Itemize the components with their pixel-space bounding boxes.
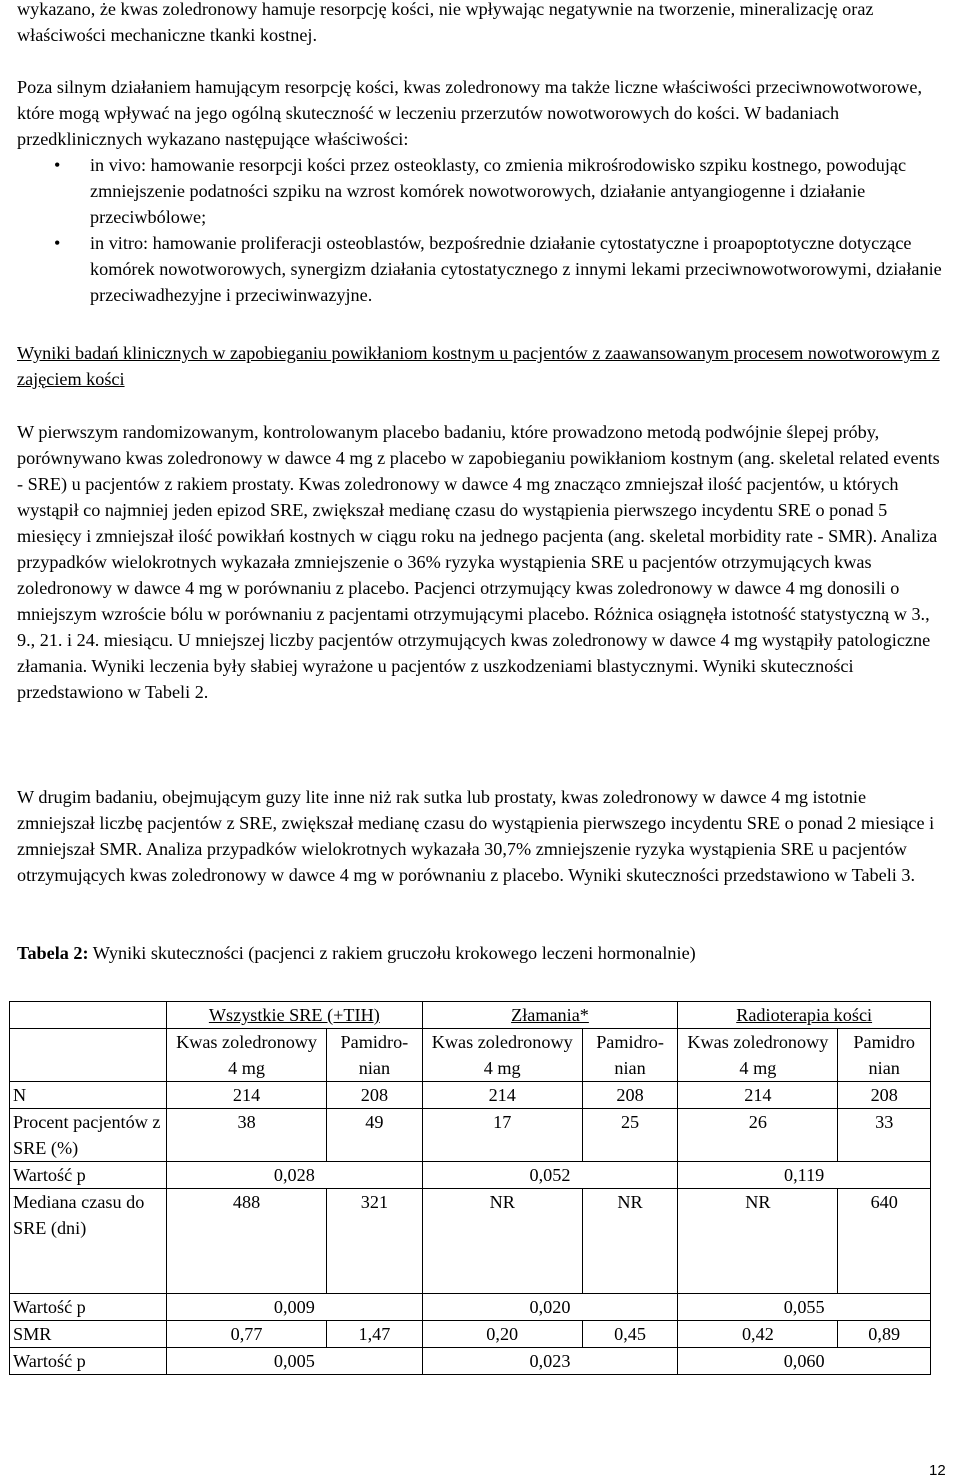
table-cell: NR bbox=[678, 1189, 838, 1294]
table-caption-text: Wyniki skuteczności (pacjenci z rakiem gruczołu krokowego leczeni hormonalnie) bbox=[88, 943, 696, 963]
table-cell: 17 bbox=[422, 1109, 582, 1162]
table-cell: 0,020 bbox=[422, 1294, 678, 1321]
table-cell: 0,77 bbox=[167, 1321, 327, 1348]
bullet-icon: • bbox=[54, 155, 61, 175]
table-cell: 49 bbox=[327, 1109, 423, 1162]
table-cell: 214 bbox=[422, 1082, 582, 1109]
table-row bbox=[10, 1189, 931, 1294]
table-cell: 208 bbox=[582, 1082, 678, 1109]
table-cell: 33 bbox=[838, 1109, 931, 1162]
table-cell bbox=[10, 1029, 167, 1082]
results-table bbox=[9, 1001, 931, 1375]
table-cell bbox=[10, 1002, 167, 1029]
list-item-text: in vivo: hamowanie resorpcji kości przez osteoklasty, co zmienia mikrośrodowisko szpiku kostnego, powodując zmniejszenie podatności szpiku na wzrost komórek nowotworowych, działanie antyangiogenne i działanie przeciwbólowe; bbox=[90, 155, 907, 227]
column-header: Pamidro nian bbox=[838, 1029, 931, 1082]
row-label: Procent pacjentów z SRE (%) bbox=[10, 1109, 167, 1162]
table-row bbox=[10, 1002, 931, 1029]
table-cell: 25 bbox=[582, 1109, 678, 1162]
properties-paragraph: Poza silnym działaniem hamującym resorpcję kości, kwas zoledronowy ma także liczne właściwości przeciwnowotworowe, które mogą wpływać na jego ogólną skuteczność w leczeniu przerzutów nowotworowych do kości. W badaniach przedklinicznych wykazano następujące właściwości: bbox=[17, 77, 923, 149]
second-study-paragraph: W drugim badaniu, obejmującym guzy lite inne niż rak sutka lub prostaty, kwas zoledronowy w dawce 4 mg istotnie zmniejszał liczbę pacjentów z SRE, zwiększał medianę czasu do wystąpienia pierwszego incydentu SRE o ponad 2 miesiące i zmniejszał SMR. Analiza przypadków wielokrotnych wykazała 30,7% zmniejszenie ryzyka wystąpienia SRE u pacjentów otrzymujących kwas zoledronowy w dawce 4 mg w porównaniu z placebo. Wyniki skuteczności przedstawiono w Tabeli 3. bbox=[17, 787, 935, 885]
section-heading: Wyniki badań klinicznych w zapobieganiu powikłaniom kostnym u pacjentów z zaawansowanym procesem nowotworowym z zajęciem kości bbox=[17, 343, 940, 389]
table-cell: 321 bbox=[327, 1189, 423, 1294]
table-cell: 488 bbox=[167, 1189, 327, 1294]
table-caption bbox=[17, 940, 947, 966]
bullet-icon: • bbox=[54, 233, 61, 253]
row-label: Wartość p bbox=[10, 1348, 167, 1375]
column-group-header: Radioterapia kości bbox=[678, 1002, 931, 1029]
row-label: Wartość p bbox=[10, 1294, 167, 1321]
row-label: Mediana czasu do SRE (dni) bbox=[10, 1189, 167, 1294]
table-cell: 0,060 bbox=[678, 1348, 931, 1375]
table-cell: 640 bbox=[838, 1189, 931, 1294]
table-cell: 0,42 bbox=[678, 1321, 838, 1348]
column-group-header: Złamania* bbox=[422, 1002, 678, 1029]
table-cell: 208 bbox=[838, 1082, 931, 1109]
table-row bbox=[10, 1294, 931, 1321]
table-cell: 0,45 bbox=[582, 1321, 678, 1348]
table-cell: 0,005 bbox=[167, 1348, 423, 1375]
table-cell: 0,055 bbox=[678, 1294, 931, 1321]
table-row bbox=[10, 1348, 931, 1375]
list-item bbox=[17, 152, 947, 230]
intro-paragraph: wykazano, że kwas zoledronowy hamuje resorpcję kości, nie wpływając negatywnie na tworzenie, mineralizację oraz właściwości mechaniczne tkanki kostnej. bbox=[17, 0, 874, 45]
row-label: Wartość p bbox=[10, 1162, 167, 1189]
table-cell: 26 bbox=[678, 1109, 838, 1162]
table-row bbox=[10, 1162, 931, 1189]
table-cell: 214 bbox=[167, 1082, 327, 1109]
properties-list bbox=[17, 152, 947, 308]
column-header: Pamidro-nian bbox=[327, 1029, 423, 1082]
table-row bbox=[10, 1082, 931, 1109]
table-cell: NR bbox=[582, 1189, 678, 1294]
table-row bbox=[10, 1029, 931, 1082]
list-item bbox=[17, 230, 947, 308]
properties-section bbox=[17, 74, 947, 308]
first-study-paragraph: W pierwszym randomizowanym, kontrolowanym placebo badaniu, które prowadzono metodą podwójnie ślepej próby, porównywano kwas zoledronowy w dawce 4 mg z placebo w zapobieganiu powikłaniom kostnym (ang. skeletal related events - SRE) u pacjentów z rakiem prostaty. Kwas zoledronowy w dawce 4 mg znacząco zmniejszał ilość pacjentów, u których wystąpił co najmniej jeden epizod SRE, zwiększał medianę czasu do wystąpienia pierwszego incydentu SRE o ponad 5 miesięcy i zmniejszał ilość powikłań kostnych w ciągu roku na jednego pacjenta (ang. skeletal morbidity rate - SMR). Analiza przypadków wielokrotnych wykazała zmniejszenie o 36% ryzyka wystąpienia SRE u pacjentów otrzymujących kwas zoledronowy w dawce 4 mg w porównaniu z placebo. Pacjenci otrzymujący kwas zoledronowy w dawce 4 mg donosili o mniejszym wzroście bólu w porównaniu z pacjentami otrzymującymi placebo. Różnica osiągnęła istotność statystyczną w 3., 9., 21. i 24. miesiącu. U mniejszej liczby pacjentów otrzymujących kwas zoledronowy w dawce 4 mg wystąpiły patologiczne złamania. Wyniki leczenia były słabiej wyrażone u pacjentów z uszkodzeniami blastycznymi. Wyniki skuteczności przedstawiono w Tabeli 2. bbox=[17, 422, 940, 702]
table-cell: 0,89 bbox=[838, 1321, 931, 1348]
table-cell: 208 bbox=[327, 1082, 423, 1109]
column-header: Pamidro-nian bbox=[582, 1029, 678, 1082]
column-header: Kwas zoledronowy 4 mg bbox=[167, 1029, 327, 1082]
table-cell: 38 bbox=[167, 1109, 327, 1162]
table-cell: 0,028 bbox=[167, 1162, 423, 1189]
table-row bbox=[10, 1321, 931, 1348]
list-item-text: in vitro: hamowanie proliferacji osteoblastów, bezpośrednie działanie cytostatyczne i proapoptotyczne dotyczące komórek nowotworowych, synergizm działania cytostatycznego z innymi lekami przeciwnowotworowymi, działanie przeciwadhezyjne i przeciwinwazyjne. bbox=[90, 233, 942, 305]
table-cell: 0,009 bbox=[167, 1294, 423, 1321]
page-number: 12 bbox=[929, 1462, 946, 1479]
table-cell: 0,052 bbox=[422, 1162, 678, 1189]
row-label: N bbox=[10, 1082, 167, 1109]
table-cell: 0,119 bbox=[678, 1162, 931, 1189]
table-cell: 0,023 bbox=[422, 1348, 678, 1375]
table-cell: 1,47 bbox=[327, 1321, 423, 1348]
table-caption-label: Tabela 2: bbox=[17, 943, 89, 963]
table-cell: NR bbox=[422, 1189, 582, 1294]
table-cell: 214 bbox=[678, 1082, 838, 1109]
table-cell: 0,20 bbox=[422, 1321, 582, 1348]
column-header: Kwas zoledronowy 4 mg bbox=[422, 1029, 582, 1082]
column-group-header: Wszystkie SRE (+TIH) bbox=[167, 1002, 423, 1029]
row-label: SMR bbox=[10, 1321, 167, 1348]
table-row bbox=[10, 1109, 931, 1162]
column-header: Kwas zoledronowy 4 mg bbox=[678, 1029, 838, 1082]
